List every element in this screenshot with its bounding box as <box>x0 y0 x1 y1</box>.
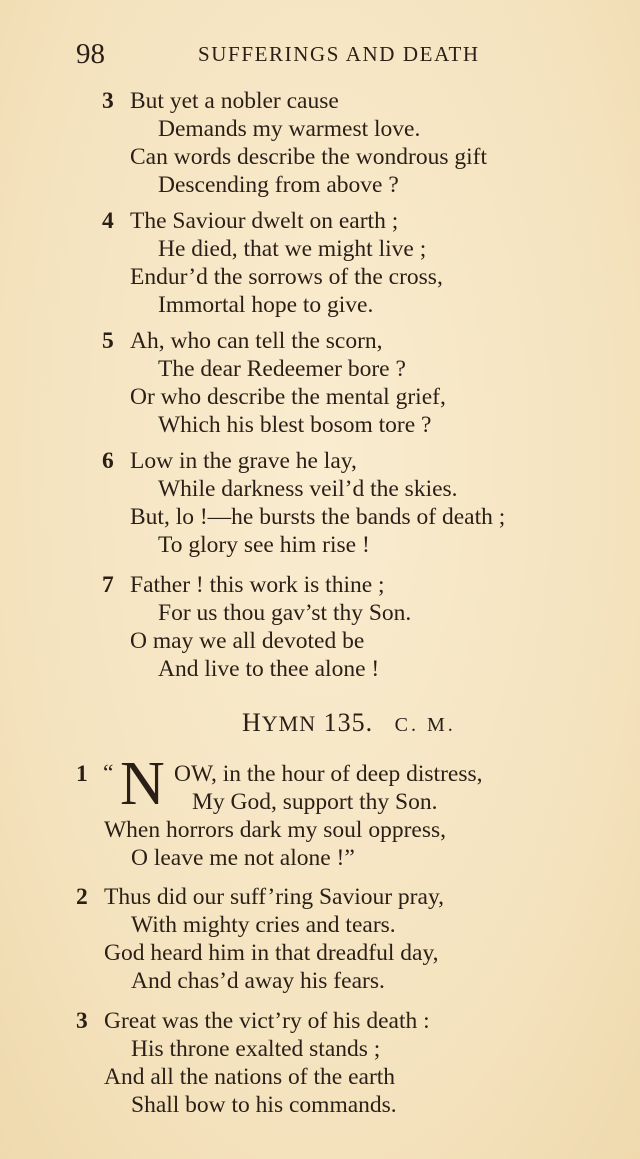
verse-line: Descending from above ? <box>158 172 399 198</box>
opening-quote: “ <box>103 760 114 786</box>
verse-line: When horrors dark my soul oppress, <box>104 817 446 843</box>
stanza-number: 2 <box>76 884 88 910</box>
stanza-number: 3 <box>76 1008 88 1034</box>
verse-line: Low in the grave he lay, <box>130 448 357 474</box>
verse-line: With mighty cries and tears. <box>131 912 396 938</box>
hymn-title-prefix: H <box>242 708 262 737</box>
verse-line: Immortal hope to give. <box>158 292 374 318</box>
verse-line: To glory see him rise ! <box>158 532 370 558</box>
page-number: 98 <box>76 38 105 70</box>
stanza-number: 1 <box>76 761 88 787</box>
verse-line: Father ! this work is thine ; <box>130 572 385 598</box>
verse-line: God heard him in that dreadful day, <box>104 940 439 966</box>
verse-line: Ah, who can tell the scorn, <box>130 328 383 354</box>
verse-line: Shall bow to his commands. <box>131 1092 397 1118</box>
verse-line: Can words describe the wondrous gift <box>130 144 487 170</box>
stanza-number: 7 <box>102 572 114 598</box>
hymn-meter: C. M. <box>394 714 456 736</box>
stanza-number: 4 <box>102 208 114 234</box>
hymn-number: 135. <box>323 708 374 737</box>
hymn-title-smallcaps: YMN <box>261 711 317 736</box>
stanza-number: 5 <box>102 328 114 354</box>
verse-line: His throne exalted stands ; <box>131 1036 381 1062</box>
page-header <box>76 38 546 78</box>
verse-line: O may we all devoted be <box>130 628 365 654</box>
verse-line: The Saviour dwelt on earth ; <box>130 208 399 234</box>
stanza-number: 3 <box>102 88 114 114</box>
running-head: SUFFERINGS AND DEATH <box>198 42 480 66</box>
verse-line: OW, in the hour of deep distress, <box>174 761 483 787</box>
verse-line: But, lo !—he bursts the bands of death ; <box>130 504 506 530</box>
verse-line: Thus did our suff’ring Saviour pray, <box>104 884 445 910</box>
verse-line: O leave me not alone !” <box>131 845 355 871</box>
verse-line: My God, support thy Son. <box>192 789 438 815</box>
verse-line: Or who describe the mental grief, <box>130 384 446 410</box>
verse-line: And chas’d away his fears. <box>131 968 385 994</box>
verse-line: While darkness veil’d the skies. <box>158 476 458 502</box>
verse-line: For us thou gav’st thy Son. <box>158 600 412 626</box>
hymn-title <box>242 708 456 738</box>
drop-cap: N <box>120 750 165 818</box>
verse-line: He died, that we might live ; <box>158 236 427 262</box>
verse-line: Demands my warmest love. <box>158 116 421 142</box>
verse-line: And live to thee alone ! <box>158 656 380 682</box>
stanza-number: 6 <box>102 448 114 474</box>
verse-line: But yet a nobler cause <box>130 88 339 114</box>
verse-line: Great was the vict’ry of his death : <box>104 1008 430 1034</box>
verse-line: And all the nations of the earth <box>104 1064 396 1090</box>
verse-line: Endur’d the sorrows of the cross, <box>130 264 443 290</box>
verse-line: The dear Redeemer bore ? <box>158 356 406 382</box>
verse-line: Which his blest bosom tore ? <box>158 412 432 438</box>
